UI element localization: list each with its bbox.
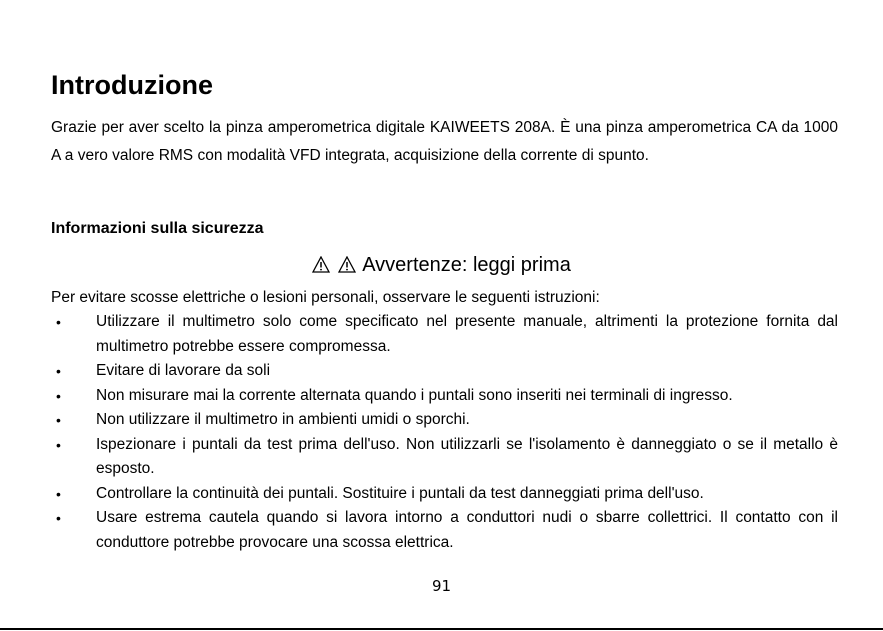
list-item	[51, 482, 838, 507]
safety-preamble: Per evitare scosse elettriche o lesioni personali, osservare le seguenti istruzioni:	[51, 289, 600, 306]
bullet-symbol: •	[56, 510, 61, 526]
bullet-symbol: •	[56, 387, 61, 404]
warning-title: Avvertenze: leggi prima	[362, 254, 571, 276]
bullet-symbol: •	[56, 314, 61, 330]
page-number: 91	[431, 577, 452, 595]
list-item-text: Utilizzare il multimetro solo come specificato nel presente manuale, altrimenti la protezione fornita dal multimetro potrebbe essere compromessa.	[96, 313, 838, 355]
safety-heading: Informazioni sulla sicurezza	[51, 220, 264, 237]
safety-instructions-list	[51, 310, 838, 555]
list-item-text: Controllare la continuità dei puntali. Sostituire i puntali da test danneggiati prima dell'uso.	[96, 484, 704, 502]
list-item	[51, 359, 838, 384]
list-item-text: Ispezionare i puntali da test prima dell'uso. Non utilizzarli se l'isolamento è danneggiato o se il metallo è esposto.	[96, 435, 838, 477]
page-title: Introduzione	[51, 70, 213, 100]
warning-banner	[0, 252, 883, 279]
bullet-symbol: •	[56, 363, 61, 379]
list-item-text: Non misurare mai la corrente alternata quando i puntali sono inseriti nei terminali di ingresso.	[96, 386, 733, 404]
list-item	[51, 384, 838, 409]
warning-triangle-icon	[338, 253, 356, 279]
bullet-symbol: •	[56, 412, 61, 428]
warning-triangle-icon	[312, 253, 330, 279]
bullet-symbol: •	[56, 485, 61, 502]
intro-paragraph: Grazie per aver scelto la pinza amperometrica digitale KAIWEETS 208A. È una pinza amperometrica CA da 1000 A a vero valore RMS con modalità VFD integrata, acquisizione della corrente di spunto.	[51, 119, 838, 164]
list-item	[51, 433, 838, 482]
list-item-text: Evitare di lavorare da soli	[96, 362, 271, 379]
list-item	[51, 408, 838, 433]
list-item	[51, 506, 838, 555]
list-item	[51, 310, 838, 359]
bullet-symbol: •	[56, 436, 61, 453]
list-item-text: Non utilizzare il multimetro in ambienti umidi o sporchi.	[96, 411, 470, 428]
footer-divider	[0, 628, 883, 630]
list-item-text: Usare estrema cautela quando si lavora intorno a conduttori nudi o sbarre collettrici. Il contatto con il conduttore potrebbe provocare una scossa elettrica.	[96, 509, 838, 551]
